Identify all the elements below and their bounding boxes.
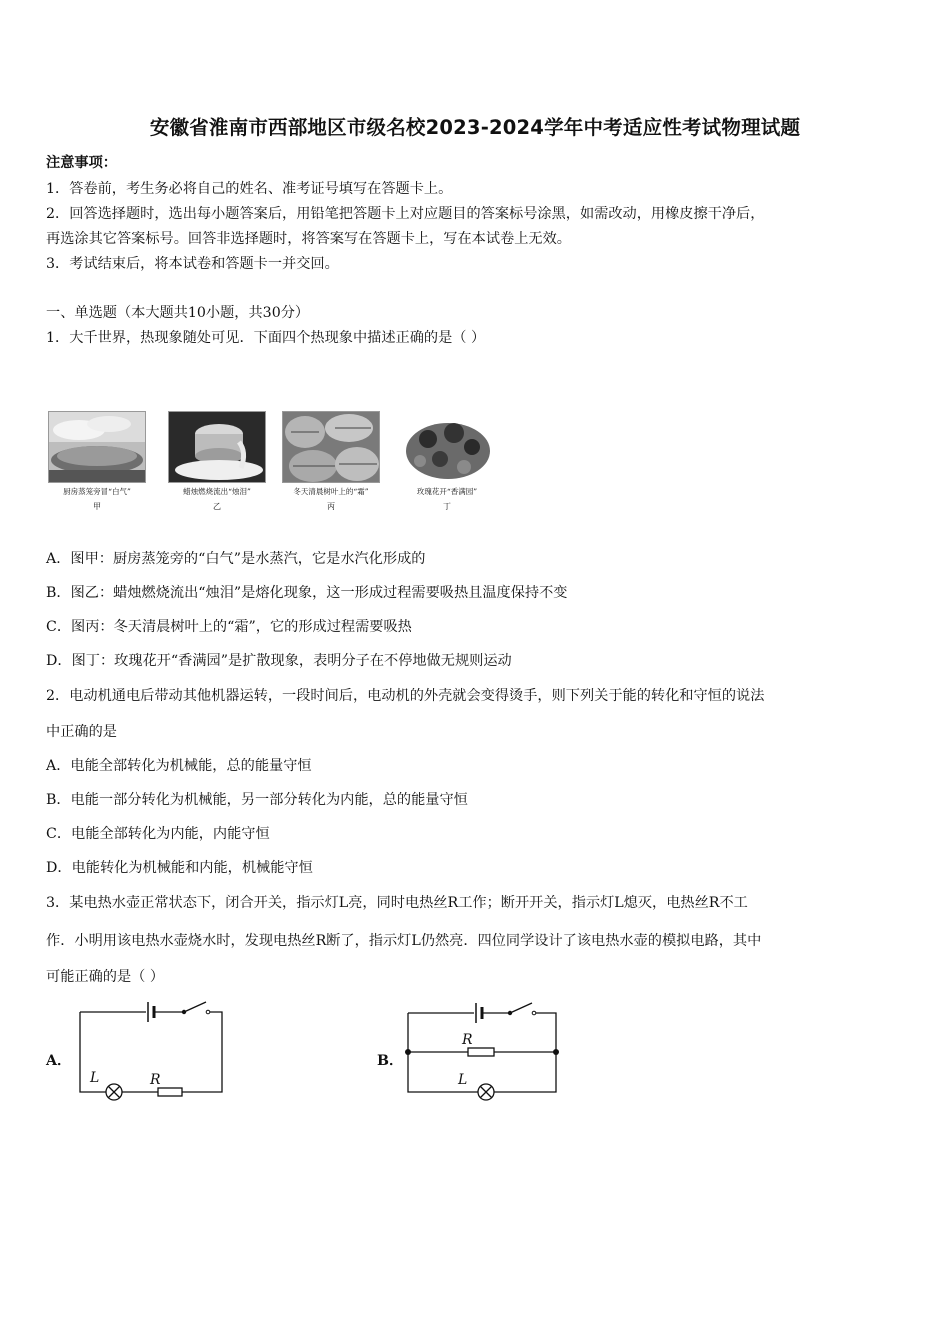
candle-photo xyxy=(168,411,266,483)
q1-figure-caption: 蜡烛燃烧流出“烛泪” xyxy=(183,487,251,496)
q1-figure-row xyxy=(46,411,516,521)
notice-item-2: 2．回答选择题时，选出每小题答案后，用铅笔把答题卡上对应题目的答案标号涂黑，如需改动，用橡皮擦干净后， xyxy=(46,206,765,222)
q1-option-c: C．图丙：冬天清晨树叶上的“霜”，它的形成过程需要吸热 xyxy=(46,619,412,635)
q3-stem-cont-2: 可能正确的是（ ） xyxy=(46,969,165,985)
q1-figure-label: 丁 xyxy=(443,502,451,511)
page-title: 安徽省淮南市西部地区市级名校2023-2024学年中考适应性考试物理试题 xyxy=(149,116,801,139)
q1-figure-ding xyxy=(398,411,496,512)
q3-stem: 3．某电热水壶正常状态下，闭合开关，指示灯L亮，同时电热丝R工作；断开开关，指示灯L熄灭，电热丝R不工 xyxy=(46,895,748,911)
notice-item-3: 3．考试结束后，将本试卷和答题卡一并交回。 xyxy=(46,256,339,272)
resistor-label: R xyxy=(462,1032,473,1048)
q2-option-b: B．电能一部分转化为机械能，另一部分转化为内能，总的能量守恒 xyxy=(46,792,468,808)
q2-stem: 2．电动机通电后带动其他机器运转，一段时间后，电动机的外壳就会变得烫手，则下列关于能的转化和守恒的说法 xyxy=(46,688,765,704)
q3-stem-cont: 作．小明用该电热水壶烧水时，发现电热丝R断了，指示灯L仍然亮．四位同学设计了该电热水壶的模拟电路，其中 xyxy=(46,933,762,949)
lamp-label: L xyxy=(458,1072,468,1088)
q1-figure-label: 丙 xyxy=(327,502,335,511)
lamp-label: L xyxy=(90,1070,100,1086)
q1-figure-caption: 冬天清晨树叶上的“霜” xyxy=(293,487,369,496)
circuit-a-diagram xyxy=(72,996,232,1101)
circuit-b-diagram xyxy=(400,996,562,1101)
resistor-label: R xyxy=(150,1072,161,1088)
q1-figure-jia xyxy=(48,411,146,512)
steamer-photo xyxy=(48,411,146,483)
q3-option-b-label: B． xyxy=(377,1053,404,1069)
q1-figure-caption: 厨房蒸笼旁冒“白气” xyxy=(63,487,131,496)
q1-stem: 1．大千世界，热现象随处可见．下面四个热现象中描述正确的是（ ） xyxy=(46,330,486,346)
rose-photo xyxy=(398,411,496,483)
q2-option-a: A．电能全部转化为机械能，总的能量守恒 xyxy=(46,758,312,774)
q2-option-d: D．电能转化为机械能和内能，机械能守恒 xyxy=(46,860,313,876)
q1-option-a: A．图甲：厨房蒸笼旁的“白气”是水蒸汽，它是水汽化形成的 xyxy=(46,551,426,567)
q3-option-a-label: A． xyxy=(46,1053,72,1069)
q1-figure-bing xyxy=(282,411,380,512)
q1-figure-caption: 玫瑰花开“香满园” xyxy=(416,487,478,496)
q1-figure-yi xyxy=(168,411,266,512)
section-heading: 一、单选题（本大题共10小题，共30分） xyxy=(46,305,310,321)
q1-figure-label: 乙 xyxy=(213,502,221,511)
notice-item-2-cont: 再选涂其它答案标号。回答非选择题时，将答案写在答题卡上，写在本试卷上无效。 xyxy=(46,231,571,247)
notice-heading: 注意事项： xyxy=(46,155,117,171)
q1-option-b: B．图乙：蜡烛燃烧流出“烛泪”是熔化现象，这一形成过程需要吸热且温度保持不变 xyxy=(46,585,568,601)
notice-item-1: 1．答卷前，考生务必将自己的姓名、准考证号填写在答题卡上。 xyxy=(46,181,453,197)
frost-leaves-photo xyxy=(282,411,380,483)
q1-option-d: D．图丁：玫瑰花开“香满园”是扩散现象，表明分子在不停地做无规则运动 xyxy=(46,653,512,669)
q2-stem-cont: 中正确的是 xyxy=(46,724,117,740)
q2-option-c: C．电能全部转化为内能，内能守恒 xyxy=(46,826,270,842)
q1-figure-label: 甲 xyxy=(93,502,101,511)
